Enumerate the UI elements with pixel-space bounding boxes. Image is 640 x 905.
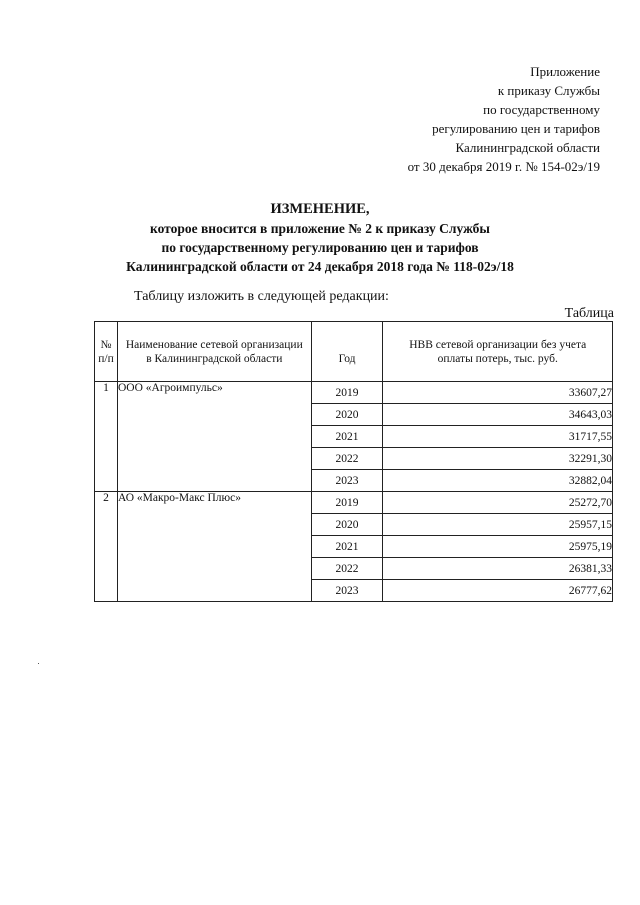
table-header-row bbox=[95, 322, 613, 382]
instruction-text: Таблицу изложить в следующей редакции: bbox=[134, 289, 389, 304]
cell-value: 32291,30 bbox=[383, 448, 613, 470]
tariff-table bbox=[94, 321, 613, 602]
cell-value: 31717,55 bbox=[383, 426, 613, 448]
header-org: Наименование сетевой организации в Калининградской области bbox=[117, 322, 311, 382]
cell-num: 1 bbox=[95, 382, 118, 492]
cell-year: 2021 bbox=[311, 426, 383, 448]
appendix-line: Приложение bbox=[530, 64, 600, 79]
title-heading: ИЗМЕНЕНИЕ, bbox=[270, 201, 370, 217]
cell-value: 26381,33 bbox=[383, 558, 613, 580]
table-row bbox=[95, 382, 613, 404]
cell-organization: ООО «Агроимпульс» bbox=[117, 382, 311, 492]
cell-organization: АО «Макро-Макс Плюс» bbox=[117, 492, 311, 602]
appendix-line: по государственному bbox=[483, 102, 600, 117]
header-num: № п/п bbox=[95, 322, 118, 382]
cell-year: 2022 bbox=[311, 558, 383, 580]
title-line: которое вносится в приложение № 2 к приказу Службы bbox=[150, 221, 490, 236]
cell-value: 32882,04 bbox=[383, 470, 613, 492]
title-line: по государственному регулированию цен и тарифов bbox=[161, 240, 479, 255]
cell-year: 2022 bbox=[311, 448, 383, 470]
cell-value: 25957,15 bbox=[383, 514, 613, 536]
document-title bbox=[0, 200, 640, 276]
title-line: Калининградской области от 24 декабря 2018 года № 118-02э/18 bbox=[126, 259, 514, 274]
table-label: Таблица bbox=[564, 306, 614, 321]
table-row bbox=[95, 492, 613, 514]
cell-value: 34643,03 bbox=[383, 404, 613, 426]
cell-year: 2019 bbox=[311, 382, 383, 404]
appendix-reference bbox=[408, 62, 600, 176]
cell-value: 33607,27 bbox=[383, 382, 613, 404]
cell-year: 2020 bbox=[311, 404, 383, 426]
cell-year: 2020 bbox=[311, 514, 383, 536]
appendix-line: от 30 декабря 2019 г. № 154-02э/19 bbox=[407, 159, 600, 174]
header-year: Год bbox=[311, 322, 383, 382]
appendix-line: регулированию цен и тарифов bbox=[432, 121, 600, 136]
cell-value: 25975,19 bbox=[383, 536, 613, 558]
cell-year: 2021 bbox=[311, 536, 383, 558]
scan-speck bbox=[38, 663, 39, 664]
cell-year: 2019 bbox=[311, 492, 383, 514]
cell-num: 2 bbox=[95, 492, 118, 602]
header-value: НВВ сетевой организации без учета оплаты потерь, тыс. руб. bbox=[383, 322, 613, 382]
cell-value: 26777,62 bbox=[383, 580, 613, 602]
cell-year: 2023 bbox=[311, 580, 383, 602]
appendix-line: Калининградской области bbox=[455, 140, 600, 155]
cell-value: 25272,70 bbox=[383, 492, 613, 514]
appendix-line: к приказу Службы bbox=[497, 83, 600, 98]
cell-year: 2023 bbox=[311, 470, 383, 492]
